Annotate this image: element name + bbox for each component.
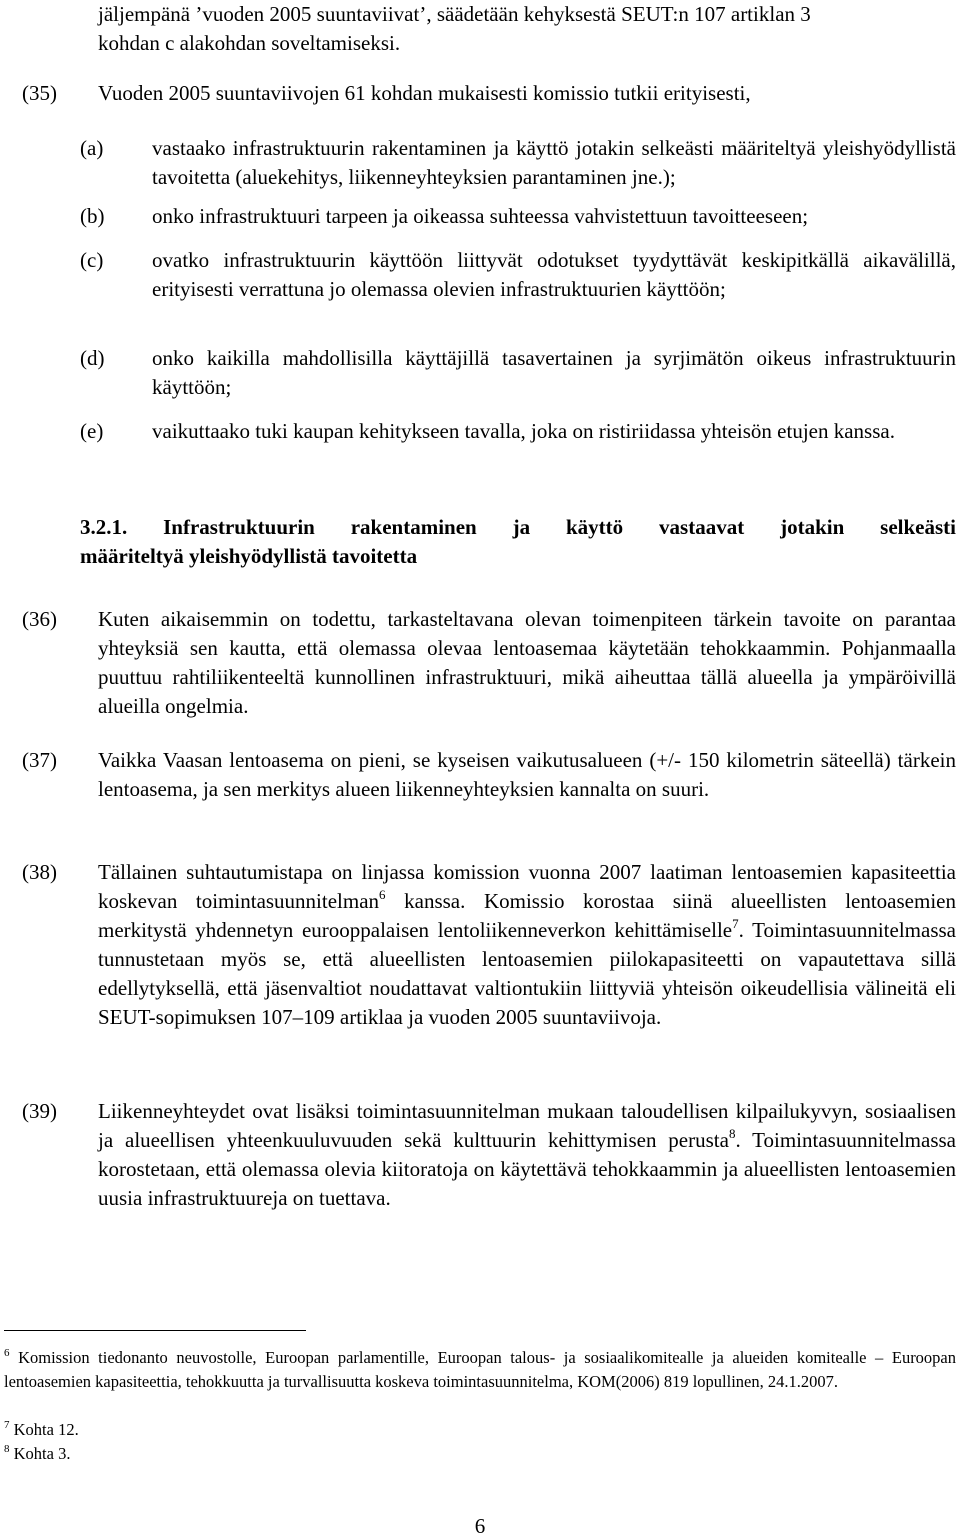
paragraph-38-text (98, 858, 956, 1032)
item-label-e: (e) (80, 419, 104, 443)
footnote-7-text: Kohta 12. (13, 1420, 79, 1439)
section-heading-line-1: 3.2.1. Infrastruktuurin rakentaminen ja käyttö vastaavat jotakin selkeästi (80, 515, 956, 539)
paragraph-number-35: (35) (22, 81, 57, 105)
paragraph-38-part-1: Tällainen suhtautumistapa on linjassa komission vuonna 2007 laatiman lentoasemien kapasiteettia koskevan toimintasuunnitelman (98, 860, 956, 913)
item-text-b: onko infrastruktuuri tarpeen ja oikeassa suhteessa vahvistettuun tavoitteeseen; (152, 204, 809, 228)
footnote-ref-8[interactable]: 8 (728, 1126, 736, 1141)
paragraph-36-text: Kuten aikaisemmin on todettu, tarkasteltavana olevan toimenpiteen tärkein tavoite on parantaa yhteyksiä sen kautta, että olemassa olevaa lentoasemaa käytetään tehokkaammin. Pohjanmaalla puuttuu rahtiliikenteeltä kunnollinen infrastruktuuri, mikä aiheuttaa tällä alueella ja ympäröivillä alueilla ongelmia. (98, 607, 956, 718)
paragraph-number-39: (39) (22, 1099, 57, 1123)
item-label-c: (c) (80, 248, 104, 272)
paragraph-35-intro: Vuoden 2005 suuntaviivojen 61 kohdan mukaisesti komissio tutkii erityisesti, (98, 81, 751, 105)
item-text-c: ovatko infrastruktuurin käyttöön liittyvät odotukset tyydyttävät keskipitkällä aikavälillä, erityisesti verrattuna jo olemassa olevien infrastruktuurien käyttöön; (152, 248, 956, 301)
continuation-line-1: jäljempänä ’vuoden 2005 suuntaviivat’, säädetään kehyksestä SEUT:n 107 artiklan 3 (98, 2, 811, 26)
item-text-d: onko kaikilla mahdollisilla käyttäjillä tasavertainen ja syrjimätön oikeus infrastruktuurin käyttöön; (152, 346, 956, 399)
page-number: 6 (474, 1514, 486, 1538)
paragraph-number-38: (38) (22, 860, 57, 884)
paragraph-number-37: (37) (22, 748, 57, 772)
paragraph-37-text: Vaikka Vaasan lentoasema on pieni, se kyseisen vaikutusalueen (+/- 150 kilometrin säteellä) tärkein lentoasema, ja sen merkitys alueen liikenneyhteyksien kannalta on suuri. (98, 748, 956, 801)
item-label-b: (b) (80, 204, 105, 228)
footnote-6 (4, 1346, 956, 1394)
paragraph-38-part-2: kanssa. Komissio korostaa siinä alueellisten lentoasemien merkitystä yhdennetyn eurooppalaisen lentoliikenneverkon kehittämiselle (98, 889, 956, 942)
footnote-8-text: Kohta 3. (13, 1444, 71, 1463)
footnote-7-number: 7 (4, 1419, 10, 1431)
paragraph-39-part-2: . Toimintasuunnitelmassa korostetaan, että olemassa olevia kiitoratoja on käytettävä tehokkaammin ja alueellisten lentoasemien uusia infrastruktuureja on tuettava. (98, 1128, 956, 1210)
footnote-7 (4, 1418, 956, 1442)
item-text-a: vastaako infrastruktuurin rakentaminen ja käyttö jotakin selkeästi määriteltyä yleishyödyllistä tavoitetta (aluekehitys, liikenneyhteyksien parantaminen jne.); (152, 136, 956, 189)
paragraph-number-36: (36) (22, 607, 57, 631)
footnote-8 (4, 1442, 956, 1466)
item-label-d: (d) (80, 346, 105, 370)
paragraph-39-text (98, 1097, 956, 1213)
continuation-text (98, 0, 958, 58)
section-heading-line-2: määriteltyä yleishyödyllistä tavoitetta (80, 544, 418, 568)
paragraph-39-part-1: Liikenneyhteydet ovat lisäksi toimintasuunnitelman mukaan taloudellisen kilpailukyvyn, sosiaalisen ja alueellisen yhteenkuuluvuuden sekä kulttuurin kehittymisen perusta (98, 1099, 956, 1152)
item-text-e: vaikuttaako tuki kaupan kehitykseen tavalla, joka on ristiriidassa yhteisön etujen kanssa. (152, 419, 895, 443)
section-heading (80, 513, 956, 571)
footnote-ref-7[interactable]: 7 (732, 916, 739, 931)
footnote-ref-6[interactable]: 6 (379, 887, 386, 902)
footnote-6-text: Komission tiedonanto neuvostolle, Euroopan parlamentille, Euroopan talous- ja sosiaalikomitealle ja alueiden komitealle – Euroopan lentoasemien kapasiteettia, tehokkuutta ja turvallisuutta koskeva toimintasuunnitelma, KOM(2006) 819 lopullinen, 24.1.2007. (4, 1348, 957, 1391)
footnote-6-number: 6 (4, 1347, 10, 1359)
item-label-a: (a) (80, 136, 104, 160)
continuation-line-2: kohdan c alakohdan soveltamiseksi. (98, 31, 401, 55)
footnote-8-number: 8 (4, 1443, 10, 1455)
paragraph-38-part-3: . Toimintasuunnitelmassa tunnustetaan myös se, että alueellisten lentoasemien piilokapasiteetti on vapautettava sillä edellytyksellä, että jäsenvaltiot noudattavat valtiontukiin liittyviä yhteisön oikeudellisia välineitä eli SEUT-sopimuksen 107–109 artiklaa ja vuoden 2005 suuntaviivoja. (98, 918, 956, 1029)
footnote-separator (4, 1330, 306, 1331)
